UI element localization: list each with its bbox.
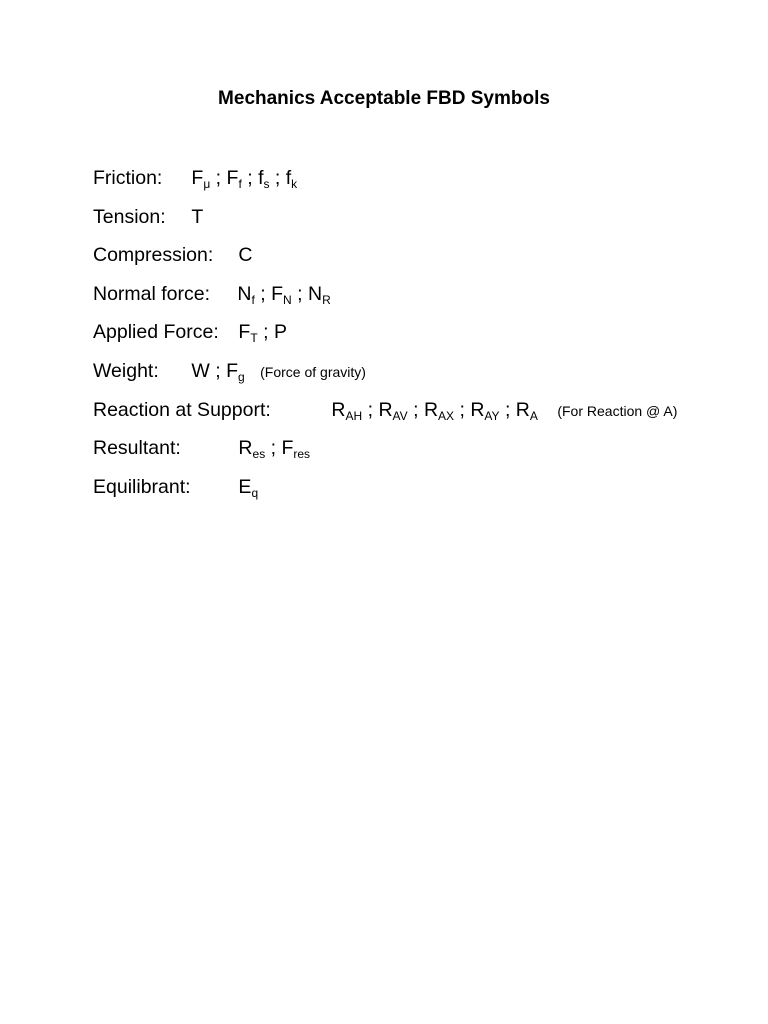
symbol-base: R [378, 399, 393, 421]
symbol-list [191, 359, 244, 383]
symbol-separator: ; [254, 283, 272, 305]
symbol [237, 283, 254, 305]
symbol [378, 399, 407, 421]
symbol-row-compression [93, 243, 258, 267]
symbol [238, 437, 265, 459]
symbol-separator: ; [265, 437, 282, 459]
symbol [191, 167, 210, 189]
row-label: Weight: [93, 360, 159, 382]
symbol [271, 283, 292, 305]
symbol-subscript: f [238, 177, 242, 191]
symbol [238, 476, 258, 498]
symbol-subscript: res [293, 447, 311, 461]
symbol-list [191, 166, 297, 190]
symbol-subscript: AH [345, 409, 363, 423]
symbol-subscript: q [251, 486, 259, 500]
row-note: (For Reaction @ A) [557, 403, 678, 419]
symbol-base: R [331, 399, 346, 421]
symbol-list [331, 398, 537, 422]
symbol-subscript: R [322, 293, 331, 307]
symbol-subscript: T [250, 331, 258, 345]
symbol [424, 399, 454, 421]
symbol-row-resultant [93, 436, 315, 460]
row-note: (Force of gravity) [260, 364, 366, 380]
symbol-row-reaction-at-support [93, 398, 677, 423]
symbol-list [238, 475, 258, 499]
symbol-base: N [307, 283, 323, 305]
symbol-subscript: g [238, 370, 245, 384]
symbol-list [238, 243, 252, 267]
symbol-separator: ; [362, 399, 379, 421]
symbol-separator: ; [209, 360, 227, 382]
symbol-base: N [237, 283, 252, 305]
symbol-list [238, 436, 310, 460]
row-label: Equilibrant: [93, 476, 191, 498]
symbol [516, 399, 538, 421]
symbol-subscript: μ [203, 177, 211, 191]
symbol-base: F [191, 167, 204, 189]
symbol-base: F [226, 167, 239, 189]
symbol [191, 360, 209, 382]
row-label: Resultant: [93, 437, 181, 459]
symbol [308, 283, 331, 305]
symbol [281, 437, 310, 459]
symbol-separator: ; [291, 283, 308, 305]
row-label: Friction: [93, 167, 163, 189]
symbol-row-weight [93, 359, 366, 384]
page-title: Mechanics Acceptable FBD Symbols [218, 88, 550, 109]
symbol-list [238, 320, 287, 344]
symbol-base: R [423, 399, 439, 421]
symbol-subscript: AY [484, 409, 500, 423]
symbol-row-applied-force [93, 320, 292, 344]
row-label: Tension: [93, 206, 166, 228]
symbol-base: T [191, 206, 204, 228]
symbol-base: R [238, 437, 253, 459]
symbol [331, 399, 362, 421]
symbol-subscript: k [291, 177, 298, 191]
symbol-base: R [470, 399, 485, 421]
symbol-base: F [238, 321, 251, 343]
symbol-subscript: AV [392, 409, 408, 423]
symbol-separator: ; [499, 399, 516, 421]
symbol [286, 167, 297, 189]
symbol-base: W [191, 360, 210, 382]
symbol-separator: ; [269, 167, 286, 189]
symbol-subscript: A [529, 409, 538, 423]
symbol [238, 244, 252, 266]
symbol-row-tension [93, 205, 209, 229]
symbol-row-normal-force [93, 282, 336, 306]
symbol [470, 399, 499, 421]
row-label: Compression: [93, 244, 214, 266]
symbol-row-equilibrant [93, 475, 264, 499]
symbol-separator: ; [241, 167, 259, 189]
symbol-list [237, 282, 330, 306]
symbol-separator: ; [454, 399, 471, 421]
symbol-base: C [238, 244, 253, 266]
symbol-base: f [258, 167, 264, 189]
symbol-base: F [271, 283, 284, 305]
symbol-base: P [273, 321, 287, 343]
symbol-separator: ; [210, 167, 227, 189]
symbol-base: f [285, 167, 292, 189]
symbol-base: F [226, 360, 239, 382]
symbol-subscript: AX [438, 409, 455, 423]
symbol-separator: ; [257, 321, 274, 343]
symbol-row-friction [93, 166, 303, 190]
symbol [274, 321, 287, 343]
symbol-separator: ; [407, 399, 424, 421]
symbol-subscript: N [283, 293, 292, 307]
symbol-subscript: s [263, 177, 270, 191]
symbol-list [191, 205, 203, 229]
symbol-subscript: es [252, 447, 266, 461]
symbol [191, 206, 203, 228]
symbol-base: R [515, 399, 530, 421]
symbol [258, 167, 269, 189]
symbol-base: E [238, 476, 252, 498]
row-label: Applied Force: [93, 321, 219, 343]
symbol-subscript: f [251, 293, 255, 307]
row-label: Reaction at Support: [93, 399, 271, 421]
symbol-base: F [281, 437, 294, 459]
symbol [227, 167, 242, 189]
symbol [226, 360, 245, 382]
symbol [238, 321, 257, 343]
row-label: Normal force: [93, 283, 211, 305]
